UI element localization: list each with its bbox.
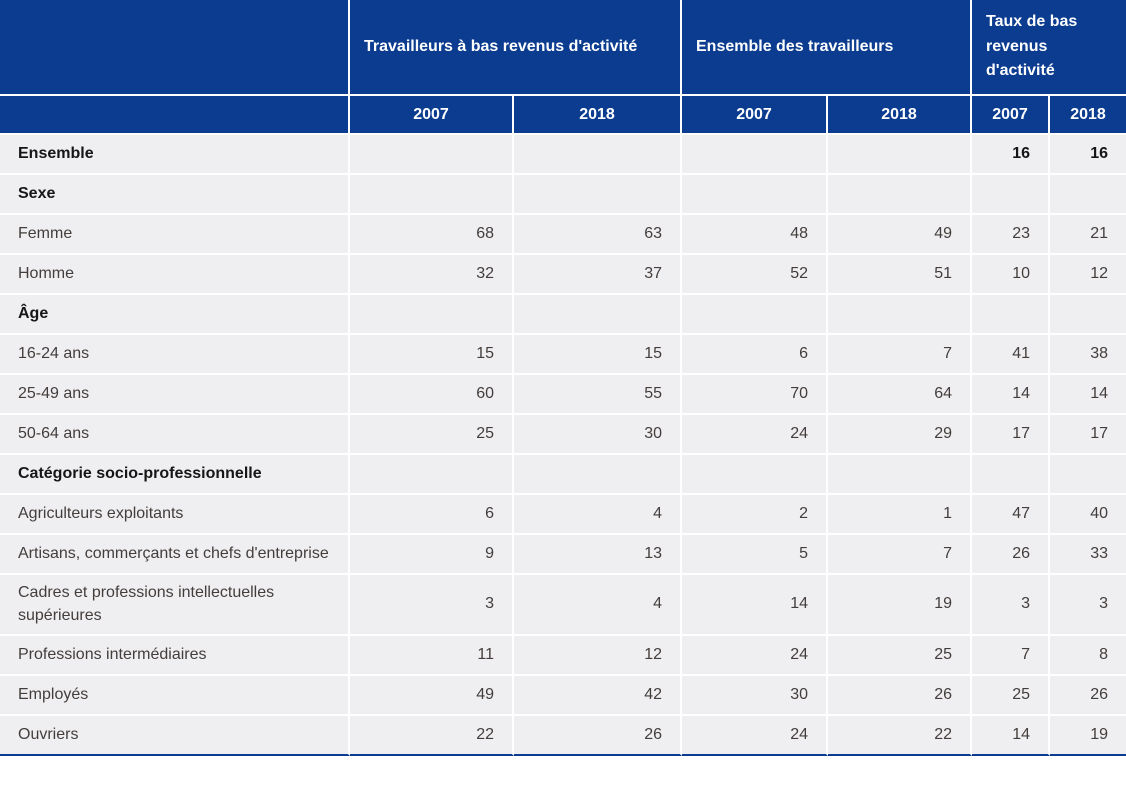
row-label: Femme [0,215,350,255]
value-cell: 33 [1050,535,1126,575]
value-cell: 25 [350,415,514,455]
table-row [0,295,1126,335]
value-cell: 47 [972,495,1050,535]
value-cell: 6 [350,495,514,535]
value-cell: 26 [972,535,1050,575]
table-row [0,375,1126,415]
table-row [0,636,1126,676]
value-cell: 7 [828,335,972,375]
value-cell: 7 [828,535,972,575]
row-label: Ouvriers [0,716,350,756]
value-cell: 40 [1050,495,1126,535]
year-header: 2007 [350,96,514,135]
value-cell: 8 [1050,636,1126,676]
value-cell: 42 [514,676,682,716]
value-cell: 17 [1050,415,1126,455]
value-cell: 2 [682,495,828,535]
row-label: Homme [0,255,350,295]
table-row [0,135,1126,175]
value-cell [350,295,514,335]
value-cell: 14 [972,375,1050,415]
group-header-low-income-rate: Taux de bas revenus d'activité [972,0,1126,96]
value-cell: 13 [514,535,682,575]
value-cell: 68 [350,215,514,255]
row-label: 50-64 ans [0,415,350,455]
value-cell [828,295,972,335]
table-row [0,175,1126,215]
value-cell: 26 [514,716,682,756]
value-cell: 12 [514,636,682,676]
value-cell: 4 [514,495,682,535]
value-cell: 24 [682,716,828,756]
value-cell [682,175,828,215]
value-cell: 25 [828,636,972,676]
value-cell [828,135,972,175]
value-cell: 52 [682,255,828,295]
value-cell [514,455,682,495]
corner-cell [0,0,350,96]
value-cell: 63 [514,215,682,255]
value-cell: 16 [1050,135,1126,175]
table-row [0,716,1126,756]
row-label: 25-49 ans [0,375,350,415]
value-cell [682,455,828,495]
value-cell: 30 [682,676,828,716]
row-label: Âge [0,295,350,335]
value-cell [1050,175,1126,215]
value-cell: 1 [828,495,972,535]
year-header: 2007 [682,96,828,135]
table-body [0,135,1126,756]
value-cell: 9 [350,535,514,575]
value-cell [514,175,682,215]
value-cell: 12 [1050,255,1126,295]
value-cell: 49 [828,215,972,255]
value-cell [972,455,1050,495]
value-cell: 48 [682,215,828,255]
value-cell [514,295,682,335]
row-label: 16-24 ans [0,335,350,375]
table-row [0,335,1126,375]
value-cell: 3 [350,575,514,636]
table-header [0,0,1126,135]
table-row [0,215,1126,255]
value-cell: 4 [514,575,682,636]
value-cell: 15 [514,335,682,375]
row-label: Employés [0,676,350,716]
value-cell: 17 [972,415,1050,455]
value-cell [350,175,514,215]
value-cell [682,135,828,175]
row-label: Catégorie socio-professionnelle [0,455,350,495]
value-cell: 32 [350,255,514,295]
row-label: Cadres et professions intellectuelles supérieures [0,575,350,636]
group-header-all-workers: Ensemble des travailleurs [682,0,972,96]
value-cell: 15 [350,335,514,375]
value-cell: 30 [514,415,682,455]
value-cell: 5 [682,535,828,575]
value-cell: 38 [1050,335,1126,375]
group-header-row [0,0,1126,96]
value-cell: 16 [972,135,1050,175]
row-label: Artisans, commerçants et chefs d'entreprise [0,535,350,575]
value-cell [682,295,828,335]
value-cell: 49 [350,676,514,716]
value-cell: 24 [682,415,828,455]
year-header: 2007 [972,96,1050,135]
value-cell: 37 [514,255,682,295]
table-row [0,495,1126,535]
value-cell [972,295,1050,335]
value-cell [972,175,1050,215]
value-cell: 14 [682,575,828,636]
value-cell [350,455,514,495]
value-cell: 70 [682,375,828,415]
value-cell: 14 [972,716,1050,756]
value-cell: 25 [972,676,1050,716]
group-header-low-income-workers: Travailleurs à bas revenus d'activité [350,0,682,96]
value-cell: 22 [828,716,972,756]
row-label: Professions intermédiaires [0,636,350,676]
year-header: 2018 [514,96,682,135]
value-cell: 55 [514,375,682,415]
value-cell: 23 [972,215,1050,255]
value-cell: 10 [972,255,1050,295]
table-row [0,535,1126,575]
value-cell: 60 [350,375,514,415]
value-cell: 64 [828,375,972,415]
value-cell: 3 [1050,575,1126,636]
value-cell: 26 [828,676,972,716]
table-row [0,575,1126,636]
table-row [0,415,1126,455]
value-cell: 29 [828,415,972,455]
value-cell: 26 [1050,676,1126,716]
value-cell [828,175,972,215]
year-header: 2018 [828,96,972,135]
value-cell: 19 [828,575,972,636]
row-label: Sexe [0,175,350,215]
value-cell: 11 [350,636,514,676]
value-cell [350,135,514,175]
value-cell: 51 [828,255,972,295]
value-cell: 6 [682,335,828,375]
table-row [0,455,1126,495]
value-cell: 14 [1050,375,1126,415]
value-cell [828,455,972,495]
value-cell: 41 [972,335,1050,375]
value-cell [1050,455,1126,495]
corner-cell-2 [0,96,350,135]
value-cell: 19 [1050,716,1126,756]
value-cell: 24 [682,636,828,676]
year-header-row [0,96,1126,135]
value-cell: 21 [1050,215,1126,255]
year-header: 2018 [1050,96,1126,135]
value-cell: 22 [350,716,514,756]
table-row [0,255,1126,295]
value-cell: 7 [972,636,1050,676]
row-label: Ensemble [0,135,350,175]
value-cell [1050,295,1126,335]
value-cell [514,135,682,175]
row-label: Agriculteurs exploitants [0,495,350,535]
value-cell: 3 [972,575,1050,636]
table-row [0,676,1126,716]
